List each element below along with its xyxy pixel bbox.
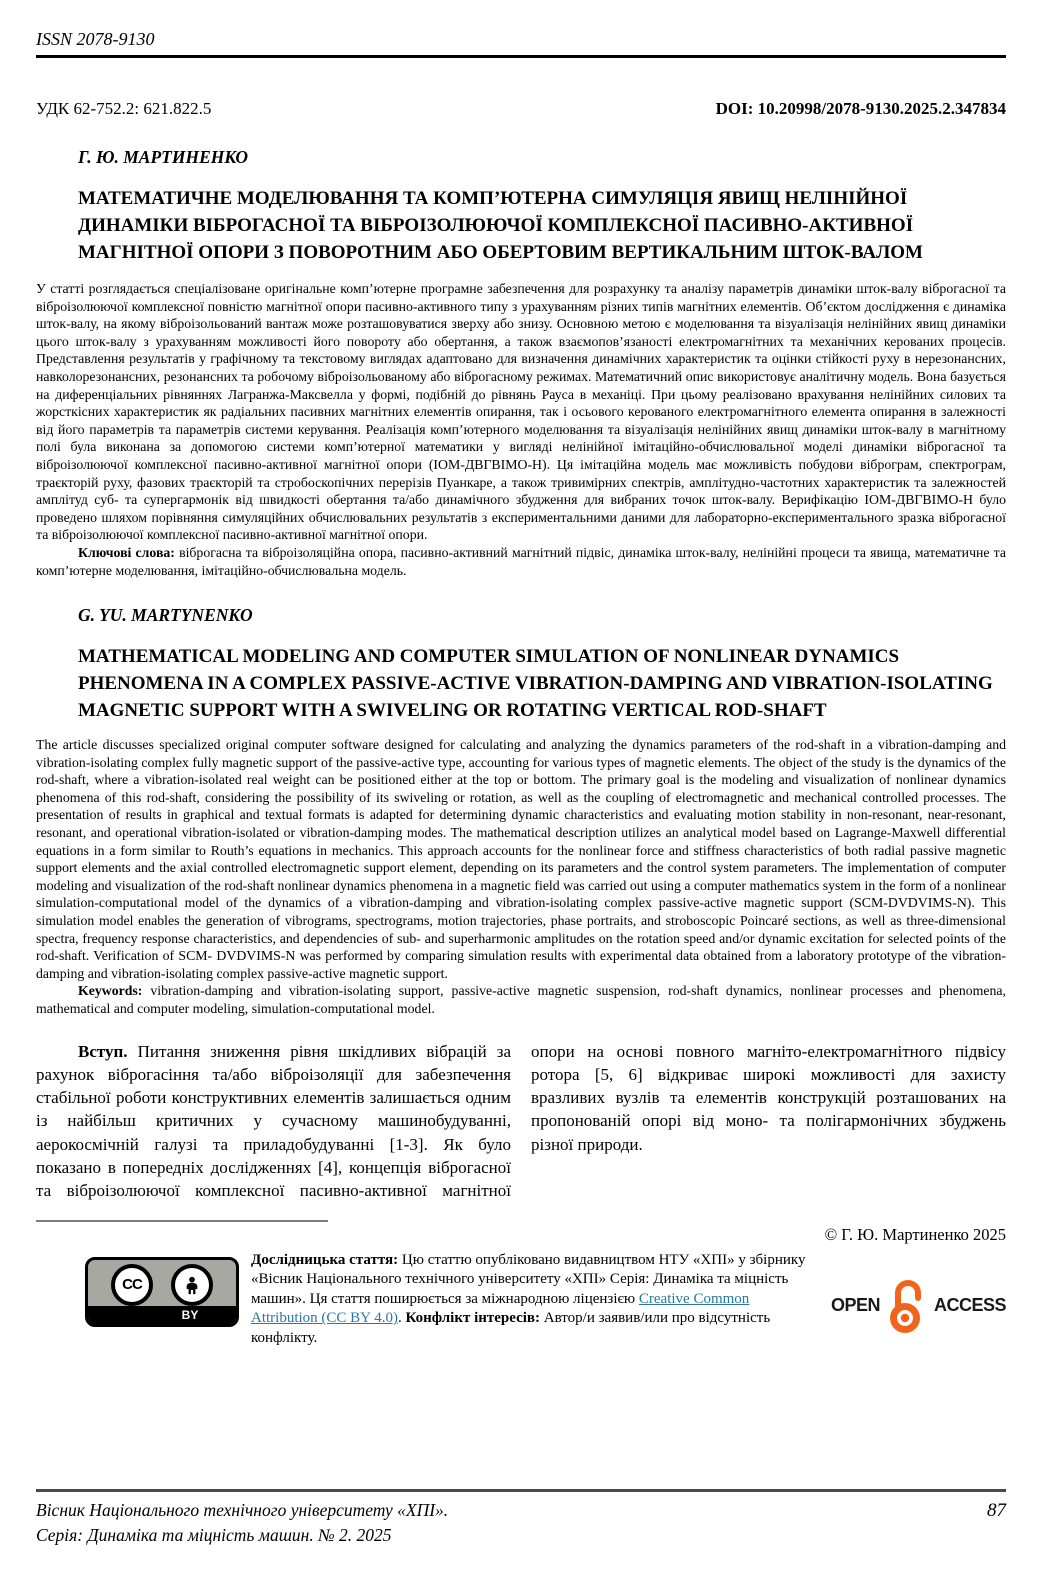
abstract-en: The article discusses specialized original computer software designed for calculating and analyzing the dynamics parameters of the rod-shaft in a vibration-damping and vibration-isolating complex fully magnetic support of the passive-active type, accounting for various types of magnetic elements. The object of the study is the dynamics of the rod-shaft, where a vibration-isolated real weight can be positioned either at the top or bottom. The primary goal is the modeling and visualization of nonlinear dynamics phenomena of this rod-shaft, considering the possibility of its swiveling or rotation, as well as the coupling of electromagnetic and mechanical controlled processes. The presentation of results in graphical and textual formats is adapted for determining dynamic characteristics and evaluating motion stability in non-resonant, near-resonant, resonant, and operational vibration-isolated or vibration-damping modes. The mathematical description utilizes an analytical model based on Lagrange-Maxwell differential equations in a form similar to Routh’s equations in mechanics. This approach accounts for the nonlinear force and stiffness characteristics of both radial passive magnetic support elements and the axial controlled electromagnetic support element, depending on its parameters and the control system parameters. The implementation of computer modeling and visualization of the rod-shaft nonlinear dynamics phenomena in a magnetic field was carried out using a computer mathematics system in the form of a nonlinear simulation-computational model of the dynamics of a vibration-damping and vibration-isolating complex passive-active magnetic support (SCM-DVDVIMS-N). This simulation model enables the generation of vibrograms, spectrograms, motion trajectories, phase portraits, and stroboscopic Poincaré sections, as well as three-dimensional spectra, frequency response characteristics, and dependencies of sub- and superharmonic amplitudes on the rotation speed and/or dynamic excitation for selected points of the rod-shaft. Verification of SCM- DVDVIMS-N was performed by comparing simulation results with experimental data obtained from a laboratory prototype of the vibration-damping and vibration-isolating complex passive-active magnetic support. (36, 737, 1006, 981)
paper-title-en: MATHEMATICAL MODELING AND COMPUTER SIMULATION OF NONLINEAR DYNAMICS PHENOMENA IN A COMPLEX PASSIVE-ACTIVE VIBRATION-DAMPING AND VIBRATION-ISOLATING MAGNETIC SUPPORT WITH A SWIVELING OR ROTATING VERTICAL ROD-SHAFT (78, 646, 993, 722)
ukrainian-section (36, 147, 1006, 579)
cc-person-icon (171, 1264, 213, 1306)
header-rule (36, 55, 1006, 58)
introduction-paragraph (36, 1040, 1006, 1212)
keywords-label-en: Keywords: (78, 983, 143, 999)
license-text-part1: Цю статтю опубліковано видавництвом НТУ «ХПІ» у збірнику «Вісник Національного технічного університету «ХПІ» Серія: Динаміка та міцність машин». Ця стаття поширюється за міжнародною ліцензією (251, 1251, 806, 1307)
introduction-columns (36, 1040, 1006, 1212)
license-text-part2: . (397, 1310, 406, 1327)
cc-by-label: BY (88, 1306, 236, 1324)
open-access-open-label: OPEN (830, 1295, 880, 1316)
doi-label: DOI: 10.20998/2078-9130.2025.2.347834 (715, 99, 1006, 118)
abstract-uk: У статті розглядається спеціалізоване оригінальне комп’ютерне програмне забезпечення для розрахунку та аналізу параметрів динаміки шток-валу віброгасної та віброізолюючої комплексної повністю магнітної опори пасивно-активного типу з урахуванням різних типів магнітних елементів. Об’єктом дослідження є динаміка шток-валу, на якому віброізольований вантаж може розташовуватися зверху або знизу. Основною метою є моделювання та візуалізація нелінійних явищ динаміки цього шток-валу з урахуванням можливості його повороту або обертання, а також взаємопов’язаності електромагнітних та механічних керованих процесів. Представлення результатів у графічному та текстовому виглядах адаптовано для визначення динамічних характеристик та оцінки стійкості руху в нерезонансних, навколорезонансних, резонансних та робочому віброізольованому або віброгасному режимах. Математичний опис використовує аналітичну модель. Вона базується на диференціальних рівняннях Лагранжа-Максвелла у формі, подібній до рівнянь Рауса в механіці. При цьому реалізовано врахування нелінійних силових та жорсткісних характеристик як радіальних пасивних магнітних елементів опирання, так і осьового керованого електромагнітного елемента опирання в залежності від його параметрів та параметрів системи керування. Реалізація комп’ютерного моделювання та візуалізація нелінійних явищ динаміки шток-валу в магнітному полі була виконана за допомогою системи комп’ютерної математики у вигляді нелінійної імітаційно-обчислювальної моделі динаміки віброгасної та віброізолюючої комплексної пасивно-активної магнітної опори (ІОМ-ДВГВІМО-Н). Ця імітаційна модель має можливість побудови віброграм, спектрограм, траєкторій руху, фазових траєкторій та стробоскопічних перерізів Пуанкаре, а також тривимірних спектрів, амплітудно-частотних характеристик та залежностей амплітуд суб- та супергармонік від швидкості обертання та/або динамічного збудження для вибраних точок шток-валу. Верифікацію ІОМ-ДВГВІМО-Н було проведено шляхом порівняння симуляційних обчислювальних результатів з експериментальними даними для лабораторно-експериментального зразка віброгасної та віброізолюючої комплексної пасивно-активної магнітної опори. (36, 281, 1006, 543)
issn-label: ISSN 2078-9130 (36, 29, 155, 49)
license-text-part3: Автор/и заявив/или про відсутність конфлікту. (251, 1310, 771, 1346)
keywords-uk (36, 544, 1006, 579)
journal-series-line: Серія: Динаміка та міцність машин. № 2. 2025 (36, 1525, 392, 1545)
open-access-logo (831, 1277, 1006, 1335)
page-number: 87 (987, 1500, 1006, 1521)
english-section (36, 605, 1006, 1018)
license-text (251, 1251, 809, 1349)
license-article-type-label: Дослідницька стаття: (251, 1251, 399, 1268)
udc-label: УДК 62-752.2: 621.822.5 (36, 99, 212, 118)
keywords-label-uk: Ключові слова: (78, 544, 175, 560)
open-access-lock-icon (884, 1277, 930, 1335)
journal-info (36, 1498, 448, 1548)
keywords-text-uk: віброгасна та віброізоляційна опора, пасивно-активний магнітний підвіс, динаміка шток-валу, нелінійні процеси та явища, математичне та комп’ютерне моделювання, імітаційно-обчислювальна модель. (36, 544, 1006, 578)
copyright-line: © Г. Ю. Мартиненко 2025 (824, 1224, 1006, 1244)
footnote-separator (36, 1220, 328, 1222)
conflict-of-interest-label: Конфлікт інтересів: (405, 1310, 541, 1327)
cc-license-link[interactable]: Creative Common Attribution (CC BY 4.0) (251, 1290, 750, 1327)
introduction-heading: Вступ. (78, 1041, 128, 1061)
page-footer (36, 1489, 1006, 1548)
author-name-uk: Г. Ю. МАРТИНЕНКО (78, 147, 249, 167)
cc-icon: CC (111, 1264, 153, 1306)
udc-doi-row (36, 98, 1006, 119)
footer-rule (36, 1489, 1006, 1492)
open-access-access-label: ACCESS (933, 1295, 1006, 1316)
introduction-text: Питання зниження рівня шкідливих вібрацій за рахунок віброгасіння та/або віброізоляції для забезпечення стабільної роботи конструктивних елементів залишається одним із найбільш критичних у сучасному машинобудуванні, аерокосмічній галузі та приладобудуванні [1-3]. Як було показано в попередніх дослідженнях [4], концепція віброгасної та віброізолюючої комплексної пасивно-активної магнітної опори на основі повного магніто-електромагнітного підвісу ротора [5, 6] відкриває широкі можливості для захисту вразливих вузлів та елементів конструкцій розташованих на пропонованій опорі від моно- та полігармонічних збуджень різної природи. (36, 1041, 1006, 1201)
journal-title-line: Вісник Національного технічного університету «ХПІ». (36, 1500, 449, 1520)
cc-by-badge (85, 1257, 239, 1327)
author-name-en: G. YU. MARTYNENKO (78, 605, 253, 626)
keywords-text-en: vibration-damping and vibration-isolating support, passive-active magnetic suspension, rod-shaft dynamics, nonlinear processes and phenomena, mathematical and computer modeling, simulation-computational model. (36, 983, 1006, 1016)
license-block (36, 1251, 1006, 1349)
paper-title-uk: МАТЕМАТИЧНЕ МОДЕЛЮВАННЯ ТА КОМП’ЮТЕРНА СИМУЛЯЦІЯ ЯВИЩ НЕЛІНІЙНОЇ ДИНАМІКИ ВІБРОГАСНОЇ ТА ВІБРОІЗОЛЮЮЧОЇ КОМПЛЕКСНОЇ ПАСИВНО-АКТИВНОЇ МАГНІТНОЇ ОПОРИ З ПОВОРОТНИМ АБО ОБЕРТОВИМ ВЕРТИКАЛЬНИМ ШТОК-ВАЛОМ (78, 188, 923, 263)
keywords-en (36, 982, 1006, 1017)
cc-badge-icons (88, 1260, 236, 1306)
